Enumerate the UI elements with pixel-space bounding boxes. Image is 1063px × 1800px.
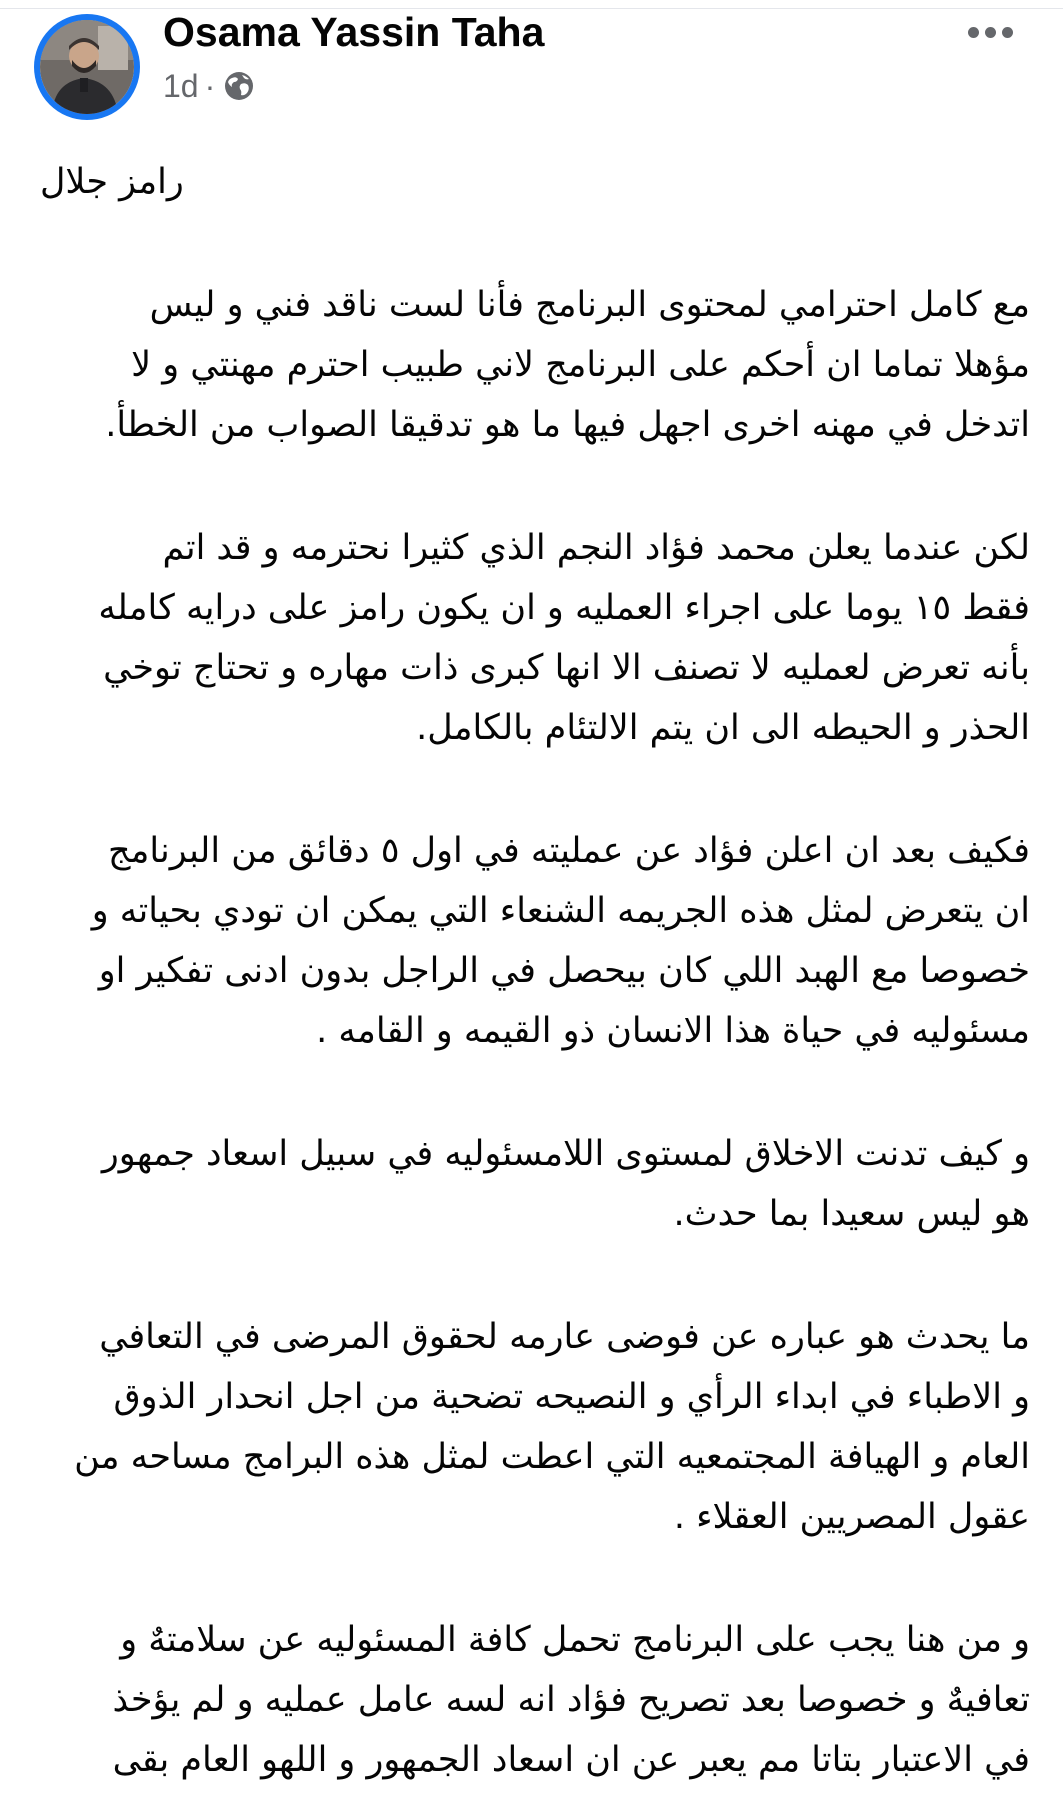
more-dot [985,27,996,38]
text-line: اتدخل في مهنه اخرى اجهل فيها ما هو تدقيقا الصواب من الخطأ. [105,405,1030,445]
post-meta [163,66,255,106]
text-line: و من هنا يجب على البرنامج تحمل كافة المسئوليه عن سلامتهٌ و [120,1620,1030,1660]
more-dot [1002,27,1013,38]
text-line: ان يتعرض لمثل هذه الجريمه الشنعاء التي يمكن ان تودي بحياته و [91,891,1030,931]
text-line: هو ليس سعيدا بما حدث. [673,1194,1030,1234]
text-line: بأنه تعرض لعمليه لا تصنف الا انها كبرى ذات مهاره و تحتاج توخي [103,648,1030,688]
text-line: فكيف بعد ان اعلن فؤاد عن عمليته في اول ٥ دقائق من البرنامج [108,831,1030,871]
profile-photo [40,20,134,114]
text-line: مسئوليه في حياة هذا الانسان ذو القيمه و القامه . [316,1011,1030,1051]
text-line: و الاطباء في ابداء الرأي و النصيحه تضحية من اجل انحدار الذوق [113,1377,1030,1417]
text-line: في الاعتبار بتاتا مم يعبر عن ان اسعاد الجمهور و اللهو العام بقى [112,1740,1030,1780]
post-paragraph [30,1307,1030,1547]
avatar[interactable] [34,14,140,120]
post-paragraph [30,518,1030,758]
text-line: مؤهلا تماما ان أحكم على البرنامج لاني طبيب احترم مهنتي و لا [131,345,1030,385]
text-line: العام و الهيافة المجتمعيه التي اعطت لمثل هذه البرامج مساحه من [74,1437,1030,1477]
post-paragraph [30,275,1030,455]
text-line: عقول المصريين العقلاء . [673,1497,1030,1537]
text-line: فقط ١٥ يوما على اجراء العمليه و ان يكون رامز على درايه كامله [98,588,1030,628]
globe-icon[interactable] [223,70,255,102]
post-header [0,0,1063,120]
post-text [30,152,1030,1790]
text-line: ما يحدث هو عباره عن فوضى عارمه لحقوق المرضى في التعافي [99,1317,1030,1357]
post-paragraph [30,1610,1030,1790]
post-salutation: رامز جلال [40,162,184,202]
post-paragraph [30,1124,1030,1244]
text-line: الحذر و الحيطه الى ان يتم الالتئام بالكامل. [416,708,1030,748]
more-dot [968,27,979,38]
post-time[interactable]: 1d [163,67,199,104]
text-line: تعافيهٌ و خصوصا بعد تصريح فؤاد انه لسه عامل عمليه و لم يؤخذ [112,1680,1030,1720]
text-line: مع كامل احترامي لمحتوى البرنامج فأنا لست ناقد فني و ليس [149,285,1030,325]
text-line: و كيف تدنت الاخلاق لمستوى اللامسئوليه في سبيل اسعاد جمهور [101,1134,1030,1174]
meta-separator: · [204,67,216,104]
text-line: لكن عندما يعلن محمد فؤاد النجم الذي كثيرا نحترمه و قد اتم [162,528,1030,568]
text-line: خصوصا مع الهبد اللي كان بيحصل في الراجل بدون ادنى تفكير او [98,951,1030,991]
author-name[interactable]: Osama Yassin Taha [163,9,545,55]
more-options-icon[interactable] [958,14,1022,50]
post-paragraph [30,821,1030,1061]
